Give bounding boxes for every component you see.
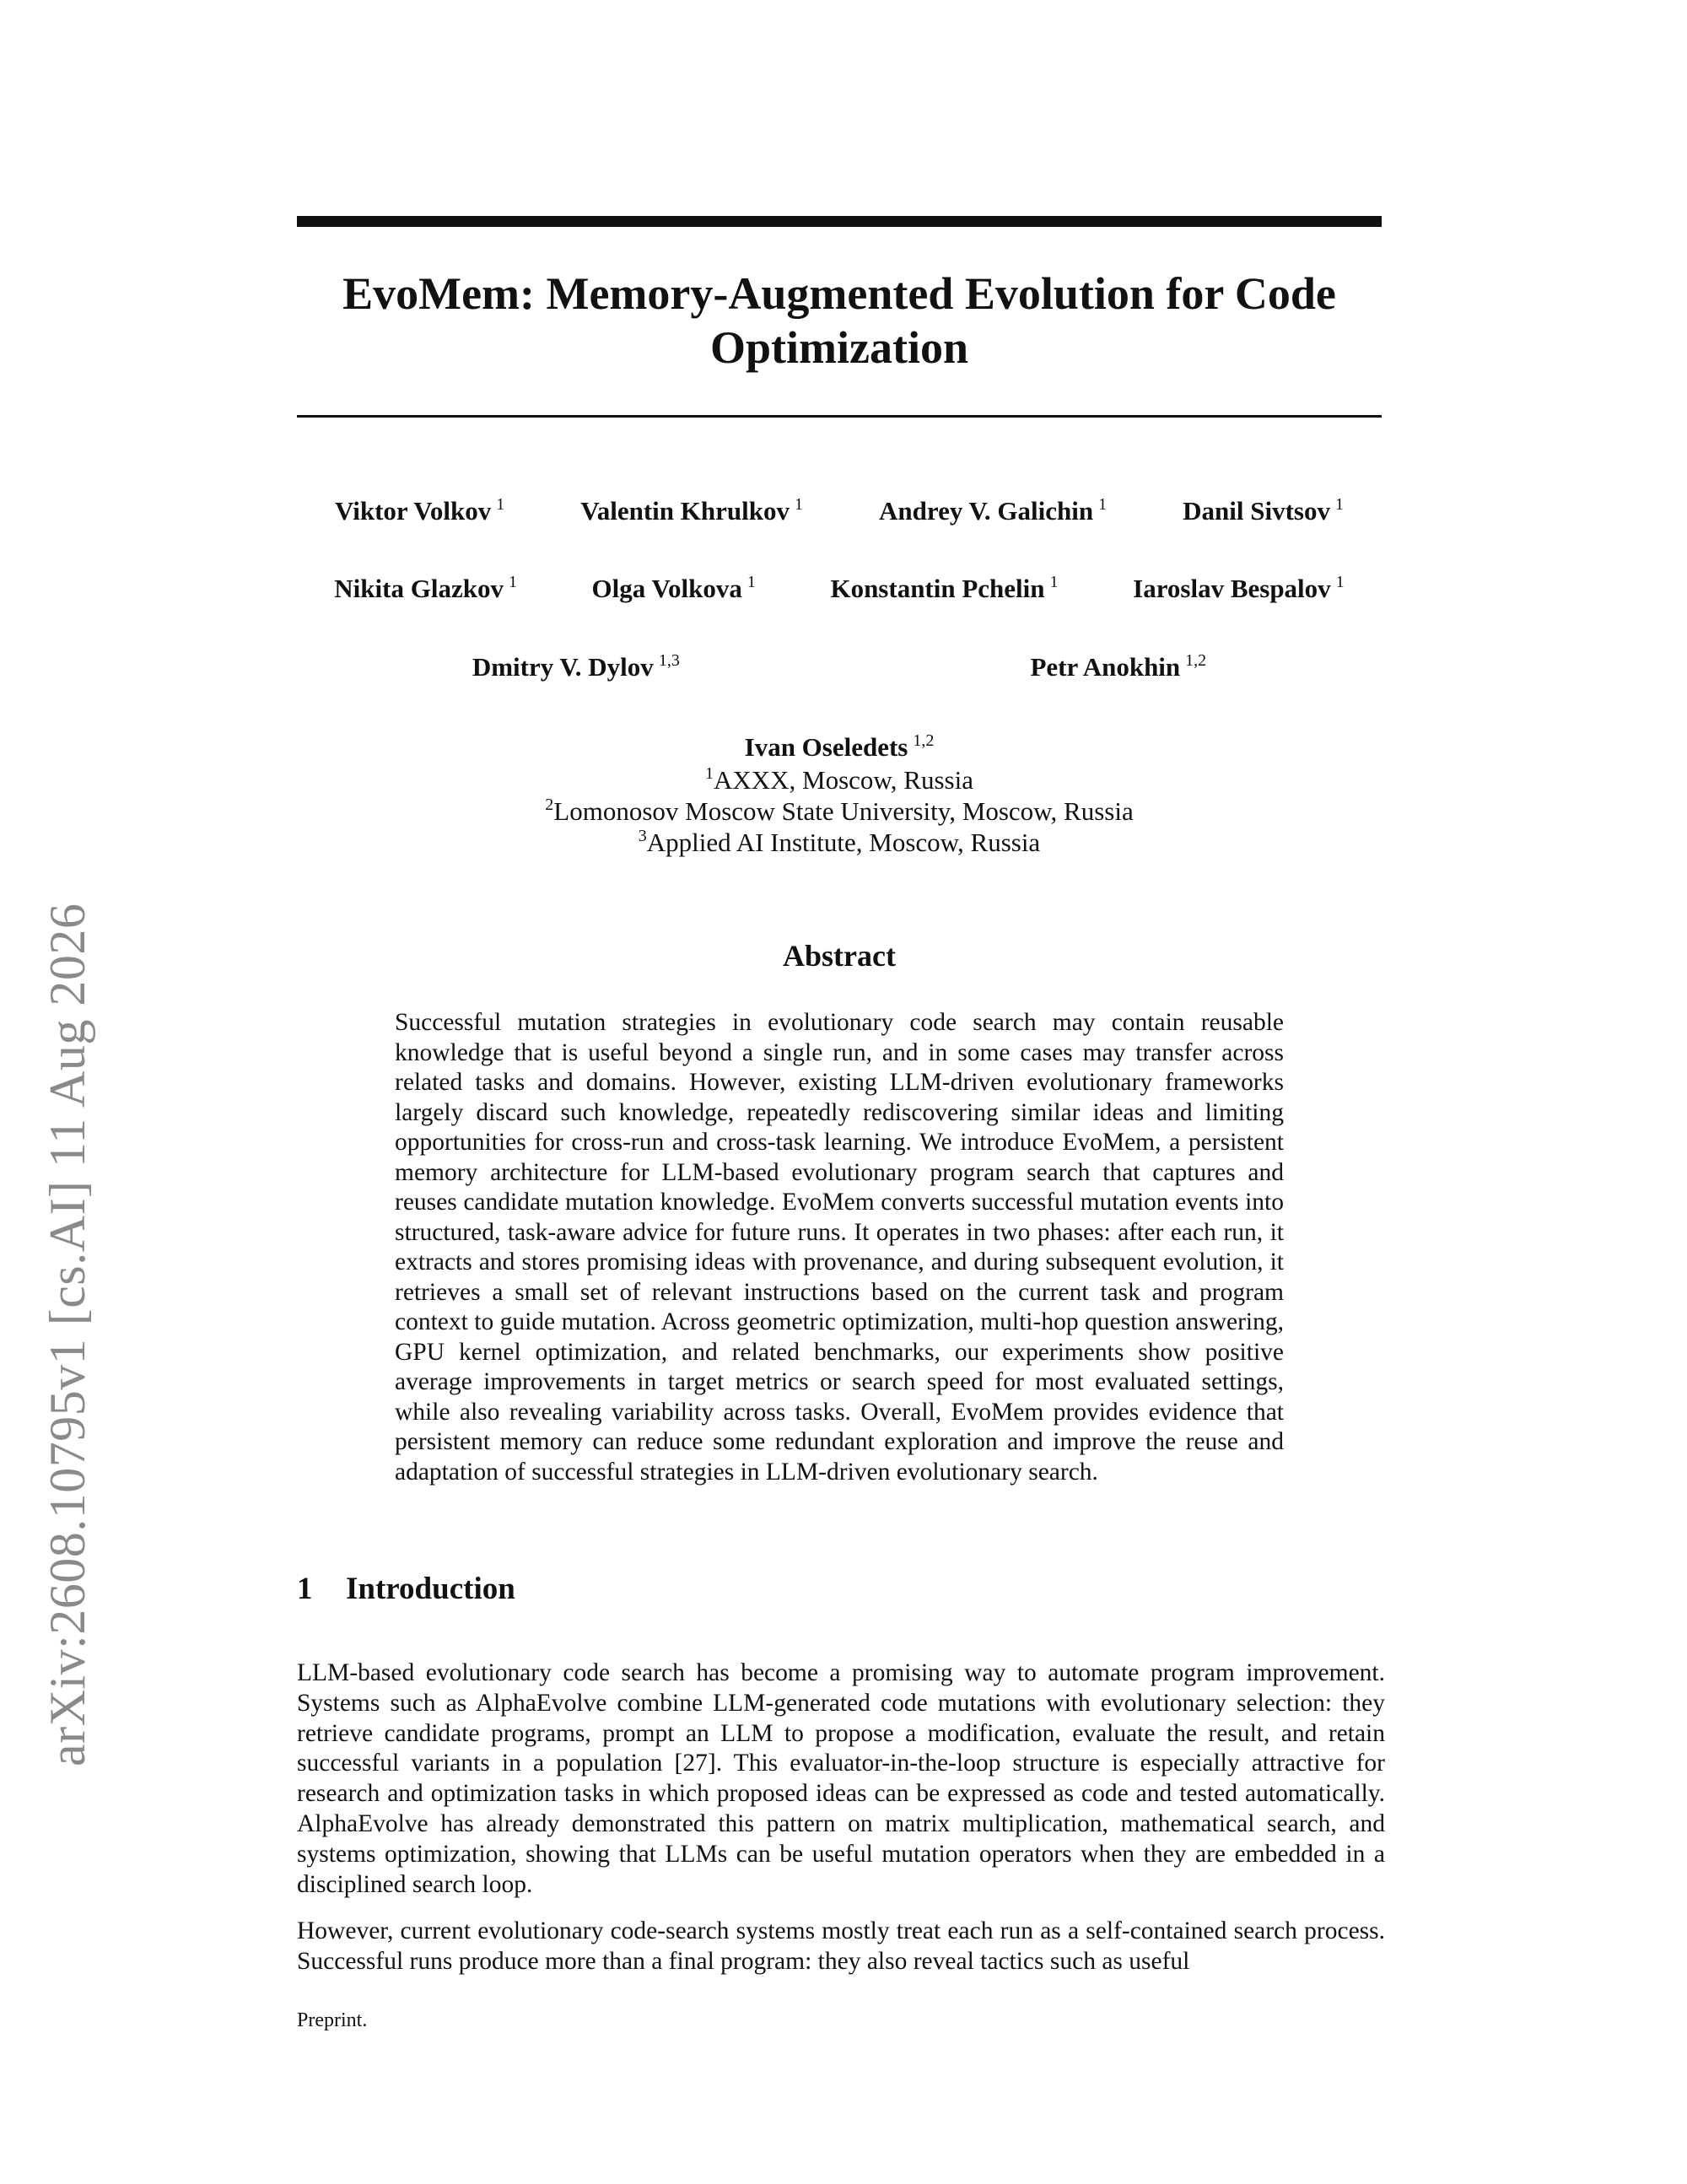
author: Konstantin Pchelin $^1$: [830, 573, 1059, 603]
author: Viktor Volkov $^1$: [335, 495, 505, 526]
paper-title: EvoMem: Memory-Augmented Evolution for Code Optimization: [342, 268, 1336, 373]
abstract-heading: Abstract: [783, 939, 896, 973]
affiliation: $^1$AXXX, Moscow, Russia: [705, 764, 973, 795]
section-heading: [297, 1571, 515, 1608]
author: Petr Anokhin $^{1,2}$: [1030, 651, 1207, 682]
author: Dmitry V. Dylov $^{1,3}$: [472, 651, 680, 682]
author: Andrey V. Galichin $^1$: [879, 495, 1108, 526]
title-top-rule: [297, 216, 1382, 227]
author: Nikita Glazkov $^1$: [334, 573, 517, 603]
authors-row-1: [297, 494, 1382, 528]
paragraph: LLM-based evolutionary code search has become a promising way to automate program improvement. Systems such as AlphaEvolve combine LLM-generated code mutations with evolutionary selection: they retrieve candidate programs, prompt an LLM to propose a modification, evaluate the result, and retain successful variants in a population [27]. This evaluator-in-the-loop structure is especially attractive for research and optimization tasks in which proposed ideas can be expressed as code and tested automatically. AlphaEvolve has already demonstrated this pattern on matrix multiplication, mathematical search, and systems optimization, showing that LLMs can be useful mutation operators when they are embedded in a disciplined search loop.: [297, 1659, 1385, 1898]
affiliation: $^2$Lomonosov Moscow State University, Moscow, Russia: [545, 795, 1134, 826]
title-bottom-rule: [297, 415, 1382, 418]
abstract-text: Successful mutation strategies in evolutionary code search may contain reusable knowledge that is useful beyond a single run, and in some cases may transfer across related tasks and domains. However, existing LLM-driven evolutionary frameworks largely discard such knowledge, repeatedly rediscovering similar ideas and limiting opportunities for cross-run and cross-task learning. We introduce EvoMem, a persistent memory architecture for LLM-based evolutionary program search that captures and reuses candidate mutation knowledge. EvoMem converts successful mutation events into structured, task-aware advice for future runs. It operates in two phases: after each run, it extracts and stores promising ideas with provenance, and during subsequent evolution, it retrieves a small set of relevant instructions based on the current task and program context to guide mutation. Across geometric optimization, multi-hop question answering, GPU kernel optimization, and related benchmarks, our experiments show positive average improvements in target metrics or search speed for most evaluated settings, while also revealing variability across tasks. Overall, EvoMem provides evidence that persistent memory can reduce some redundant exploration and improve the reuse and adaptation of successful strategies in LLM-driven evolutionary search.: [395, 1009, 1284, 1486]
authors-row-2: [297, 572, 1382, 606]
arxiv-side-stamp: arXiv:2608.10795v1 [cs.AI] 11 Aug 2026: [40, 903, 95, 1766]
affiliation: $^3$Applied AI Institute, Moscow, Russia: [638, 827, 1041, 857]
section-number: 1: [297, 1572, 313, 1606]
footer-note: Preprint.: [297, 2009, 368, 2031]
author: Iaroslav Bespalov $^1$: [1133, 573, 1345, 603]
author: Danil Sivtsov $^1$: [1183, 495, 1344, 526]
affiliations: [297, 764, 1382, 858]
authors-row-3: [297, 650, 1382, 684]
author: Ivan Oseledets $^{1,2}$: [744, 731, 935, 762]
author: Olga Volkova $^1$: [591, 573, 756, 603]
authors-row-4: [297, 731, 1382, 764]
author: Valentin Khrulkov $^1$: [580, 495, 803, 526]
section-title: Introduction: [346, 1572, 515, 1606]
paragraph: However, current evolutionary code-search systems mostly treat each run as a self-contained search process. Successful runs produce more than a final program: they also reveal tactics such as useful: [297, 1917, 1385, 1975]
